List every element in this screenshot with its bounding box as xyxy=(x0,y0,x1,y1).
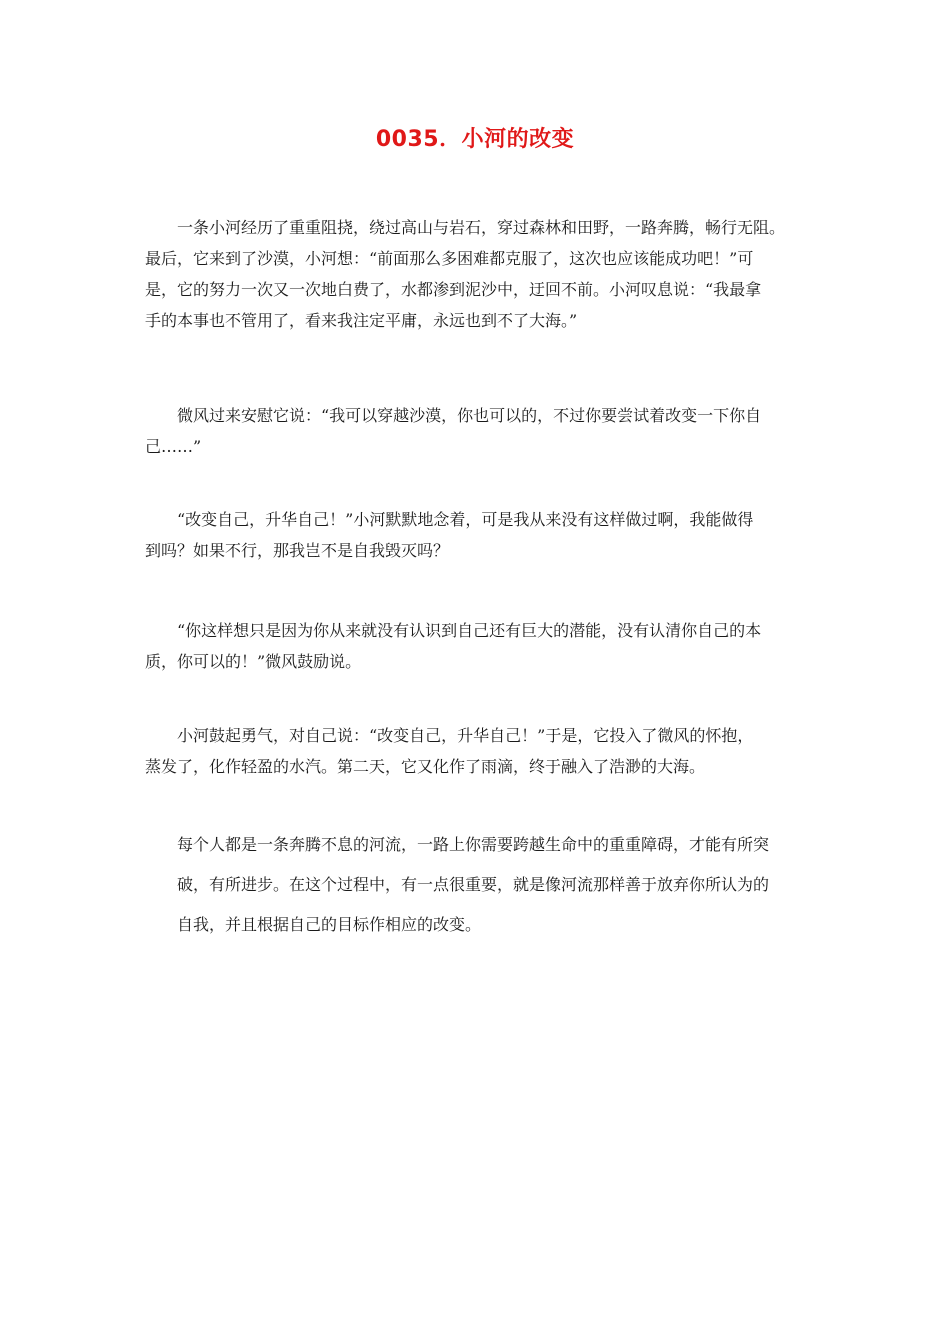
paragraph-line: 手的本事也不管用了，看来我注定平庸，永远也到不了大海。” xyxy=(145,311,578,330)
paragraph-line: 微风过来安慰它说：“我可以穿越沙漠，你也可以的，不过你要尝试着改变一下你自 xyxy=(177,406,762,425)
paragraph-line: 到吗？如果不行，那我岂不是自我毁灭吗？ xyxy=(145,541,450,560)
paragraph-line: 最后，它来到了沙漠，小河想：“前面那么多困难都克服了，这次也应该能成功吧！”可 xyxy=(145,249,754,268)
paragraph-line: 是，它的努力一次又一次地白费了，水都渗到泥沙中，迂回不前。小河叹息说：“我最拿 xyxy=(145,280,762,299)
paragraph-4 xyxy=(145,615,815,677)
paragraph-1 xyxy=(145,212,815,336)
paragraph-3 xyxy=(145,504,815,566)
paragraph-2 xyxy=(145,400,815,462)
document-title: 0035．小河的改变 xyxy=(375,127,575,152)
paragraph-line: 每个人都是一条奔腾不息的河流，一路上你需要跨越生命中的重重障碍，才能有所突 xyxy=(177,835,770,854)
paragraph-line: 小河鼓起勇气，对自己说：“改变自己，升华自己！”于是，它投入了微风的怀抱， xyxy=(177,726,754,745)
paragraph-line: 破，有所进步。在这个过程中，有一点很重要，就是像河流那样善于放弃你所认为的 xyxy=(177,875,770,894)
paragraph-6 xyxy=(177,825,817,945)
paragraph-line: 质，你可以的！”微风鼓励说。 xyxy=(145,652,362,671)
paragraph-5 xyxy=(145,720,815,782)
paragraph-line: 一条小河经历了重重阻挠，绕过高山与岩石，穿过森林和田野，一路奔腾，畅行无阻。 xyxy=(177,218,786,237)
paragraph-line: 蒸发了，化作轻盈的水汽。第二天，它又化作了雨滴，终于融入了浩渺的大海。 xyxy=(145,757,706,776)
paragraph-line: 自我，并且根据自己的目标作相应的改变。 xyxy=(177,915,482,934)
paragraph-line: “改变自己，升华自己！”小河默默地念着，可是我从来没有这样做过啊，我能做得 xyxy=(177,510,754,529)
paragraph-line: “你这样想只是因为你从来就没有认识到自己还有巨大的潜能，没有认清你自己的本 xyxy=(177,621,762,640)
paragraph-line: 己……” xyxy=(145,437,202,456)
